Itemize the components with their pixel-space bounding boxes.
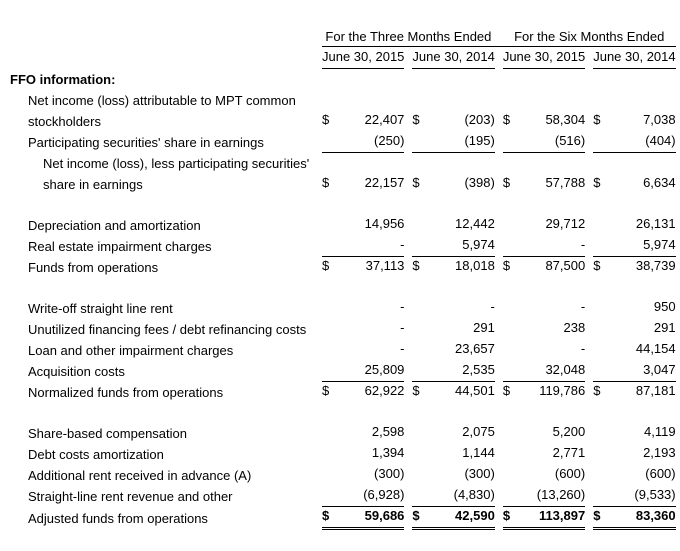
cell-value: 7,038 (643, 112, 676, 127)
cell-value: 5,200 (552, 424, 586, 439)
column-spacer (495, 339, 503, 360)
dollar-sign (322, 485, 339, 506)
column-spacer (404, 89, 412, 110)
dollar-sign (593, 297, 610, 318)
column-spacer (495, 464, 503, 485)
cell-value: - (400, 341, 405, 356)
table-row (10, 443, 676, 464)
cell-value: 4,119 (644, 424, 676, 439)
column-spacer (404, 131, 412, 152)
dollar-sign (593, 360, 610, 381)
column-spacer (495, 506, 503, 528)
cell-value (429, 89, 495, 110)
cell-value: - (520, 235, 586, 256)
dollar-sign (412, 422, 429, 443)
dollar-sign: $ (412, 175, 420, 190)
row-label: Write-off straight line rent (28, 301, 173, 316)
dollar-sign: $ (502, 112, 511, 127)
column-header-date: June 30, 2014 (593, 46, 675, 68)
cell-value: 3,047 (610, 360, 676, 381)
cell-value: (250) (339, 131, 405, 152)
cell-value: 87,181 (635, 383, 676, 398)
cell-value: - (580, 299, 586, 314)
cell-value: 2,771 (552, 445, 586, 460)
column-spacer (404, 173, 412, 194)
dollar-sign (412, 214, 429, 235)
dollar-sign (322, 464, 339, 485)
ffo-table (10, 24, 676, 530)
dollar-sign (593, 464, 610, 485)
dollar-sign (503, 131, 520, 152)
dollar-sign: $ (322, 506, 339, 528)
column-spacer (495, 173, 503, 194)
column-spacer (495, 443, 503, 464)
dollar-sign (322, 235, 339, 256)
group-header-row (10, 24, 676, 46)
column-spacer (585, 443, 593, 464)
column-spacer (585, 318, 593, 339)
dollar-sign (593, 422, 610, 443)
column-header-date: June 30, 2015 (503, 46, 585, 68)
dollar-sign: $ (502, 175, 511, 190)
column-spacer (404, 235, 412, 256)
column-spacer (585, 339, 593, 360)
dollar-sign: $ (322, 175, 330, 190)
table-row (10, 89, 676, 110)
row-label: Unutilized financing fees / debt refinancing costs (28, 322, 307, 337)
cell-value: 6,634 (643, 175, 676, 190)
dollar-sign: $ (503, 506, 520, 528)
cell-value: (4,830) (429, 485, 495, 506)
cell-value: 119,786 (539, 383, 586, 398)
column-spacer (585, 485, 593, 506)
dollar-sign (503, 339, 520, 360)
cell-value: 22,407 (364, 112, 405, 127)
cell-value: 2,193 (643, 445, 676, 460)
dollar-sign: $ (593, 112, 601, 127)
column-spacer (495, 214, 503, 235)
cell-value: (516) (520, 131, 586, 152)
dollar-sign (322, 443, 339, 464)
row-label: stockholders (28, 114, 101, 129)
table-row (10, 131, 676, 152)
column-spacer (585, 422, 593, 443)
cell-value (520, 89, 586, 110)
row-label: Additional rent received in advance (A) (28, 468, 252, 483)
dollar-sign: $ (322, 383, 330, 398)
date-header-row (10, 46, 676, 68)
dollar-sign (503, 318, 520, 339)
dollar-sign: $ (593, 175, 601, 190)
cell-value: - (400, 320, 405, 335)
row-label: Debt costs amortization (28, 447, 164, 462)
dollar-sign (322, 360, 339, 381)
column-spacer (404, 360, 412, 381)
column-spacer (585, 152, 593, 173)
cell-value: (300) (374, 466, 405, 481)
cell-value: 2,535 (429, 360, 495, 381)
table-row (10, 235, 676, 256)
column-spacer (404, 339, 412, 360)
column-spacer (404, 256, 412, 277)
dollar-sign (503, 235, 520, 256)
dollar-sign: $ (412, 112, 420, 127)
cell-value: 22,157 (364, 175, 405, 190)
dollar-sign (412, 89, 429, 110)
cell-value: 44,154 (635, 341, 676, 356)
row-label: Acquisition costs (28, 364, 125, 379)
dollar-sign (412, 443, 429, 464)
cell-value: 12,442 (455, 216, 495, 231)
column-spacer (495, 110, 503, 131)
column-spacer (404, 152, 412, 173)
column-spacer (585, 464, 593, 485)
column-spacer (404, 110, 412, 131)
cell-value: 32,048 (520, 360, 586, 381)
dollar-sign: $ (412, 383, 420, 398)
dollar-sign (322, 339, 339, 360)
column-spacer (404, 464, 412, 485)
group-header-gap (495, 24, 503, 46)
row-label: Participating securities' share in earnings (28, 135, 264, 150)
cell-value: (398) (464, 175, 495, 190)
column-spacer (495, 318, 503, 339)
column-spacer (404, 506, 412, 528)
dollar-sign (503, 297, 520, 318)
cell-value: 58,304 (545, 112, 586, 127)
cell-value: (6,928) (339, 485, 405, 506)
row-label: Adjusted funds from operations (28, 511, 208, 526)
table-row (10, 422, 676, 443)
cell-value (339, 89, 405, 110)
column-header-date: June 30, 2014 (412, 46, 494, 68)
header-spacer (10, 46, 322, 68)
cell-value: - (580, 341, 586, 356)
dollar-sign: $ (412, 258, 420, 273)
cell-value: - (400, 299, 405, 314)
dollar-sign (503, 485, 520, 506)
cell-value: 25,809 (339, 360, 405, 381)
dollar-sign (322, 422, 339, 443)
cell-value: 291 (653, 320, 676, 335)
column-spacer (495, 256, 503, 277)
dollar-sign (322, 152, 339, 173)
dollar-sign (412, 152, 429, 173)
dollar-sign (503, 443, 520, 464)
dollar-sign (412, 297, 429, 318)
cell-value: 14,956 (364, 216, 405, 231)
column-spacer (404, 318, 412, 339)
dollar-sign (593, 443, 610, 464)
cell-value: (600) (554, 466, 586, 481)
dollar-sign: $ (593, 383, 601, 398)
dollar-sign (412, 339, 429, 360)
cell-value: 37,113 (365, 258, 405, 273)
column-spacer (495, 46, 503, 68)
table-row (10, 297, 676, 318)
dollar-sign (503, 152, 520, 173)
column-spacer (495, 381, 503, 402)
column-spacer (495, 360, 503, 381)
dollar-sign (322, 89, 339, 110)
cell-value: 238 (563, 320, 586, 335)
column-spacer (404, 381, 412, 402)
column-header-date: June 30, 2015 (322, 46, 404, 68)
cell-value: 5,974 (429, 235, 495, 256)
cell-value: 44,501 (455, 383, 495, 398)
dollar-sign (593, 152, 610, 173)
cell-value: 2,598 (371, 424, 405, 439)
dollar-sign (503, 464, 520, 485)
spacer-cell (10, 277, 676, 297)
cell-value: 38,739 (635, 258, 676, 273)
cell-value: - (490, 299, 495, 314)
table-row (10, 173, 676, 194)
row-label: Net income (loss) attributable to MPT common (28, 93, 296, 108)
column-spacer (585, 297, 593, 318)
dollar-sign (322, 131, 339, 152)
dollar-sign (412, 131, 429, 152)
row-label: share in earnings (43, 177, 143, 192)
column-spacer (585, 89, 593, 110)
dollar-sign (412, 360, 429, 381)
dollar-sign: $ (593, 506, 610, 528)
row-label: Funds from operations (28, 260, 159, 275)
column-spacer (585, 256, 593, 277)
dollar-sign: $ (593, 258, 601, 273)
column-spacer (404, 485, 412, 506)
column-spacer (495, 485, 503, 506)
cell-value: 1,144 (462, 445, 495, 460)
cell-value: - (339, 235, 405, 256)
column-spacer (495, 235, 503, 256)
dollar-sign (322, 214, 339, 235)
table-row (10, 464, 676, 485)
group-header-three-months: For the Three Months Ended (322, 24, 495, 46)
cell-value: (203) (464, 112, 495, 127)
column-spacer (495, 152, 503, 173)
dollar-sign (593, 131, 610, 152)
table-row (10, 381, 676, 402)
table-row (10, 339, 676, 360)
table-row (10, 360, 676, 381)
column-spacer (585, 214, 593, 235)
row-label: Straight-line rent revenue and other (28, 489, 233, 504)
dollar-sign (593, 339, 610, 360)
cell-value: 291 (473, 320, 495, 335)
table-row (10, 485, 676, 506)
column-spacer (585, 110, 593, 131)
cell-value: 83,360 (610, 506, 676, 528)
cell-value: (9,533) (610, 485, 676, 506)
dollar-sign (322, 297, 339, 318)
dollar-sign (593, 485, 610, 506)
dollar-sign: $ (412, 506, 429, 528)
cell-value: 5,974 (610, 235, 676, 256)
cell-value: 1,394 (371, 445, 405, 460)
cell-value (610, 89, 676, 110)
cell-value: (195) (429, 131, 495, 152)
cell-value (520, 152, 586, 173)
column-spacer (585, 46, 593, 68)
cell-value (429, 152, 495, 173)
section-header-row (10, 68, 676, 89)
row-label: Loan and other impairment charges (28, 343, 234, 358)
dollar-sign (412, 318, 429, 339)
dollar-sign (412, 485, 429, 506)
column-spacer (585, 381, 593, 402)
section-title: FFO information: (10, 72, 116, 87)
row-label: Depreciation and amortization (28, 218, 201, 233)
row-label: Share-based compensation (28, 426, 187, 441)
column-spacer (404, 422, 412, 443)
dollar-sign (593, 214, 610, 235)
spacer-cell (10, 402, 676, 422)
dollar-sign: $ (322, 258, 330, 273)
cell-value: (404) (610, 131, 676, 152)
table-row (10, 214, 676, 235)
dollar-sign (593, 235, 610, 256)
column-spacer (495, 297, 503, 318)
group-header-six-months: For the Six Months Ended (503, 24, 676, 46)
spacer-row (10, 402, 676, 422)
dollar-sign (593, 89, 610, 110)
spacer-cell (10, 194, 676, 214)
column-spacer (585, 360, 593, 381)
table-row (10, 256, 676, 277)
table-row (10, 152, 676, 173)
column-spacer (585, 506, 593, 528)
cell-value: 950 (653, 299, 676, 314)
table-row (10, 506, 676, 528)
column-spacer (585, 173, 593, 194)
dollar-sign: $ (502, 383, 511, 398)
dollar-sign (412, 464, 429, 485)
cell-value: 87,500 (545, 258, 586, 273)
column-spacer (404, 46, 412, 68)
column-spacer (495, 131, 503, 152)
spacer-row (10, 277, 676, 297)
cell-value: 62,922 (364, 383, 405, 398)
dollar-sign: $ (502, 258, 511, 273)
column-spacer (495, 89, 503, 110)
dollar-sign (503, 360, 520, 381)
cell-value: (600) (645, 466, 676, 481)
header-spacer (10, 24, 322, 46)
column-spacer (585, 131, 593, 152)
column-spacer (404, 214, 412, 235)
dollar-sign (412, 235, 429, 256)
dollar-sign: $ (322, 112, 330, 127)
column-spacer (404, 297, 412, 318)
cell-value: 18,018 (455, 258, 495, 273)
row-label: Normalized funds from operations (28, 385, 224, 400)
table-row (10, 318, 676, 339)
cell-value: 23,657 (455, 341, 495, 356)
cell-value: 26,131 (635, 216, 676, 231)
cell-value: 2,075 (462, 424, 495, 439)
dollar-sign (503, 214, 520, 235)
row-label: Net income (loss), less participating securities' (43, 156, 310, 171)
spacer-row (10, 194, 676, 214)
cell-value: 42,590 (429, 506, 495, 528)
dollar-sign (503, 422, 520, 443)
cell-value: 113,897 (520, 506, 586, 528)
cell-value (610, 152, 676, 173)
column-spacer (404, 443, 412, 464)
cell-value: 57,788 (545, 175, 586, 190)
row-label: Real estate impairment charges (28, 239, 212, 254)
cell-value: (13,260) (520, 485, 586, 506)
dollar-sign (593, 318, 610, 339)
cell-value: 29,712 (545, 216, 586, 231)
cell-value: (300) (464, 466, 495, 481)
table-row (10, 110, 676, 131)
cell-value: 59,686 (339, 506, 405, 528)
column-spacer (495, 422, 503, 443)
cell-value (339, 152, 405, 173)
column-spacer (585, 235, 593, 256)
dollar-sign (503, 89, 520, 110)
dollar-sign (322, 318, 339, 339)
